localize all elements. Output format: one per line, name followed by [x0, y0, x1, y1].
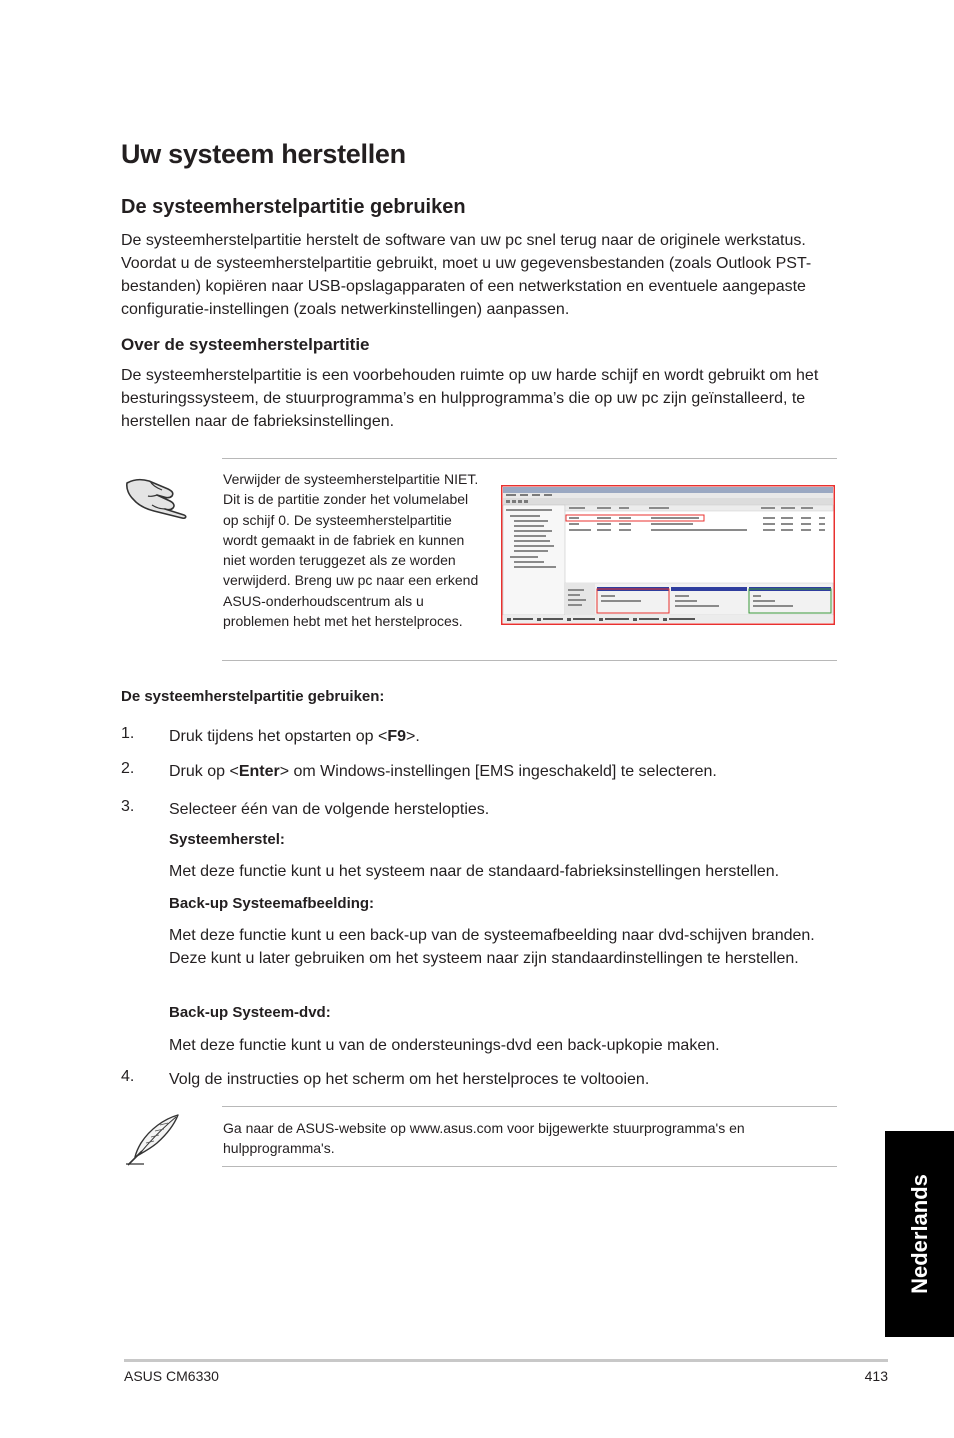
step-1-text: Druk tijdens het opstarten op <F9>.	[169, 728, 420, 745]
step-2-text: Druk op <Enter> om Windows-instellingen [EMS ingeschakeld] te selecteren.	[169, 763, 717, 780]
section-title: De systeemherstelpartitie gebruiken	[121, 196, 466, 218]
option-3-text: Met deze functie kunt u van de ondersteunings-dvd een back-upkopie maken.	[169, 1037, 720, 1054]
use-heading: De systeemherstelpartitie gebruiken:	[121, 688, 385, 705]
language-side-tab	[885, 1131, 954, 1337]
step-4-number: 4.	[121, 1068, 135, 1085]
key-f9: F9	[387, 728, 407, 745]
option-2-text: Met deze functie kunt u een back-up van de systeemafbeelding naar dvd-schijven branden. Deze kunt u later gebruiken om het systeem naar zijn standaardinstellingen te herstellen.	[169, 927, 815, 967]
intro-paragraph: De systeemherstelpartitie herstelt de software van uw pc snel terug naar de originele werkstatus. Voordat u de systeemherstelpartitie gebruikt, moet u uw gegevensbestanden (zoals Outlook PST-bestanden) kopiëren naar USB-opslagapparaten of een netwerkstation en eventuele aangepaste configuratie-instellingen (zoals netwerkinstellingen) aanpassen.	[121, 232, 812, 318]
step-2-number: 2.	[121, 760, 135, 777]
option-1-heading: Systeemherstel:	[169, 831, 285, 848]
footer-model: ASUS CM6330	[124, 1368, 219, 1384]
hand-pointing-icon	[124, 469, 188, 519]
warning-note-text: Verwijder de systeemherstelpartitie NIET. Dit is de partitie zonder het volumelabel op schijf 0. De systeemherstelpartitie wordt gemaakt in de fabriek en kunnen niet worden teruggezet als ze worden verwijderd. Breng uw pc naar een erkend ASUS-onderhoudscentrum als u problemen hebt met het herstelproces.	[223, 471, 479, 630]
footer-divider	[124, 1359, 888, 1362]
page-number: 413	[864, 1368, 888, 1384]
option-1-text: Met deze functie kunt u het systeem naar de standaard-fabrieksinstellingen herstellen.	[169, 863, 780, 880]
language-tab-label: Nederlands	[906, 1174, 932, 1294]
feather-pen-icon	[124, 1113, 180, 1167]
page-title: Uw systeem herstellen	[121, 139, 406, 169]
step-3-text: Selecteer één van de volgende herstelopties.	[169, 801, 490, 818]
disk-management-screenshot	[501, 485, 835, 625]
key-enter: Enter	[238, 763, 280, 780]
subsection-title: Over de systeemherstelpartitie	[121, 335, 370, 354]
step-4-text: Volg de instructies op het scherm om het herstelproces te voltooien.	[169, 1071, 650, 1088]
step-3-number: 3.	[121, 798, 135, 815]
about-paragraph: De systeemherstelpartitie is een voorbehouden ruimte op uw harde schijf en wordt gebruikt om het besturingssysteem, de stuurprogramma’s en hulpprogramma’s die op uw pc zijn geïnstalleerd, te herstellen naar de fabrieksinstellingen.	[121, 367, 819, 430]
option-3-heading: Back-up Systeem-dvd:	[169, 1004, 331, 1021]
tip-note-text: Ga naar de ASUS-website op www.asus.com voor bijgewerkte stuurprogramma's en hulpprogramma's.	[223, 1120, 745, 1157]
option-2-heading: Back-up Systeemafbeelding:	[169, 895, 375, 912]
step-1-number: 1.	[121, 725, 135, 742]
